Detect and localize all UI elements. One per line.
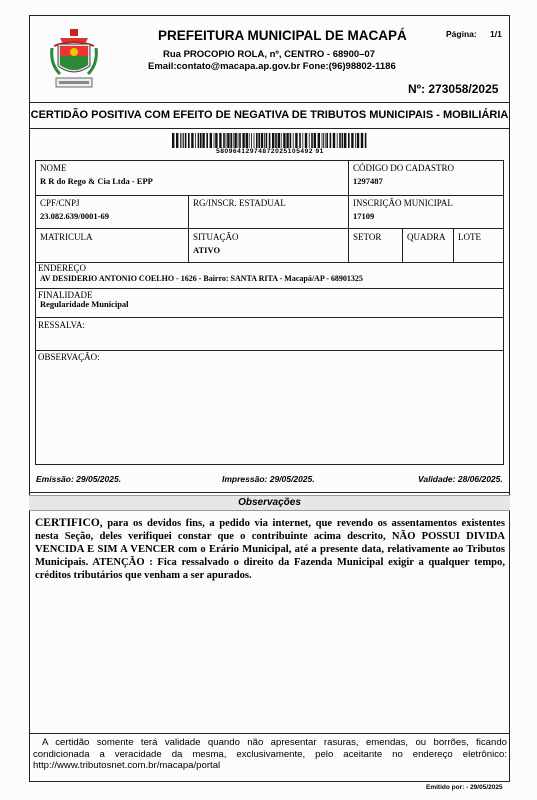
finalidade-value: Regularidade Municipal bbox=[40, 299, 129, 309]
barcode-bar bbox=[180, 133, 181, 148]
page-value: 1/1 bbox=[490, 29, 502, 39]
barcode-bar bbox=[281, 133, 282, 148]
status-statement: NÃO POSSUI DIVIDA VENCIDA E SIM A VENCER bbox=[35, 531, 505, 555]
inscricao-value: 17109 bbox=[353, 211, 375, 221]
observacao-label: OBSERVAÇÃO: bbox=[38, 352, 100, 362]
lote-label: LOTE bbox=[458, 232, 481, 242]
barcode-bar bbox=[322, 133, 323, 148]
header-divider bbox=[29, 102, 510, 103]
barcode-bar bbox=[293, 133, 294, 148]
situacao-label: SITUAÇÃO bbox=[193, 232, 239, 242]
certificate-text-part: com o Erário Municipal, até a presente data, relativamente ao Tributos Municipais. bbox=[35, 544, 505, 568]
endereco-value: AV DESIDERIO ANTONIO COELHO - 1626 - Bairro: SANTA RITA - Macapá/AP - 68901325 bbox=[40, 274, 363, 283]
barcode-bar bbox=[325, 133, 326, 148]
column-divider bbox=[453, 228, 454, 262]
impressao-date: Impressão: 29/05/2025. bbox=[222, 474, 315, 484]
barcode-bar bbox=[318, 133, 320, 148]
column-divider bbox=[402, 228, 403, 262]
finalidade-label: FINALIDADE bbox=[38, 290, 93, 300]
rg-label: RG/INSCR. ESTADUAL bbox=[193, 198, 286, 208]
barcode-bar bbox=[269, 133, 271, 148]
barcode-bar bbox=[246, 133, 248, 148]
barcode-bar bbox=[206, 133, 208, 148]
matricula-label: MATRICULA bbox=[40, 232, 93, 242]
codigo-label: CÓDIGO DO CADASTRO bbox=[353, 163, 455, 173]
dates-divider bbox=[29, 492, 510, 493]
barcode-bar bbox=[182, 133, 183, 148]
document-title: CERTIDÃO POSITIVA COM EFEITO DE NEGATIVA DE TRIBUTOS MUNICIPAIS - MOBILIÁRIA bbox=[30, 109, 509, 121]
barcode-bar bbox=[342, 133, 344, 148]
cpf-value: 23.082.639/0001-69 bbox=[40, 211, 109, 221]
barcode-bar bbox=[305, 133, 307, 148]
barcode-bar bbox=[219, 133, 221, 148]
barcode-bar bbox=[251, 133, 252, 148]
barcode-bar bbox=[290, 133, 292, 148]
codigo-value: 1297487 bbox=[353, 176, 383, 186]
barcode-bar bbox=[230, 133, 232, 148]
validity-notice: A certidão somente terá validade quando não apresentar rasuras, emendas, ou borrões, ficando condicionada a veracidade da mesma, exclusivamente, pelo aceitante no endereço eletrônico: http://www.tributosnet.com.br/macapa/portal bbox=[33, 737, 507, 771]
barcode-bar bbox=[302, 133, 303, 148]
column-divider bbox=[188, 195, 189, 262]
barcode-bar bbox=[295, 133, 297, 148]
barcode-bar bbox=[234, 133, 236, 148]
barcode-bar bbox=[278, 133, 280, 148]
setor-label: SETOR bbox=[353, 232, 382, 242]
barcode-bar bbox=[249, 133, 250, 148]
barcode-bar bbox=[198, 133, 200, 148]
barcode-bar bbox=[355, 133, 356, 148]
barcode-bar bbox=[272, 133, 274, 148]
barcode-bar bbox=[275, 133, 277, 148]
certificate-text-part: para os devidos fins, a pedido via internet, que revendo os assentamentos existentes nesta Seção, deles verifiquei constar que o contribuinte acima descrito, bbox=[35, 518, 505, 542]
barcode-bar bbox=[239, 133, 241, 148]
barcode-bar bbox=[214, 133, 215, 148]
page-label: Página: bbox=[446, 29, 477, 39]
macapa-coat-of-arms-icon bbox=[50, 28, 98, 94]
row-divider bbox=[35, 228, 504, 229]
footer-divider bbox=[29, 733, 510, 734]
certificate-text-part: Fica ressalvado o direito da Fazenda Municipal exigir a qualquer tempo, créditos tributários que venham a ser apurados. bbox=[35, 557, 506, 581]
barcode-bar bbox=[311, 133, 313, 148]
barcode-bar bbox=[223, 133, 225, 148]
barcode-bar bbox=[238, 133, 239, 148]
barcode-bar bbox=[286, 133, 288, 148]
barcode-bar bbox=[242, 133, 244, 148]
barcode-bar bbox=[283, 133, 285, 148]
title-divider bbox=[29, 128, 510, 129]
barcode-bar bbox=[233, 133, 234, 148]
barcode-bar bbox=[227, 133, 229, 148]
barcode-bar bbox=[266, 133, 268, 148]
barcode-bar bbox=[323, 133, 324, 148]
barcode-bar bbox=[195, 133, 196, 148]
column-divider bbox=[348, 160, 349, 262]
barcode-bar bbox=[210, 133, 212, 148]
barcode-bar bbox=[185, 133, 187, 148]
emitido-por: Emitido por: - 29/05/2025 bbox=[426, 784, 503, 791]
barcode-bar bbox=[191, 133, 193, 148]
coat-of-arms bbox=[50, 28, 98, 94]
barcode-bar bbox=[254, 133, 255, 148]
endereco-label: ENDEREÇO bbox=[38, 263, 86, 273]
certifico-word: CERTIFICO, bbox=[35, 517, 103, 529]
row-divider bbox=[35, 350, 504, 351]
nome-value: R R do Rego & Cia Ltda - EPP bbox=[40, 176, 153, 186]
barcode-bar bbox=[258, 133, 260, 148]
barcode bbox=[172, 133, 368, 148]
certificate-text bbox=[35, 517, 505, 582]
barcode-bar bbox=[172, 133, 174, 148]
barcode-bar bbox=[314, 133, 316, 148]
header-address: Rua PROCOPIO ROLA, nº, CENTRO - 68900–07 bbox=[163, 49, 375, 60]
barcode-bar bbox=[183, 133, 184, 148]
row-divider bbox=[35, 262, 504, 263]
barcode-bar bbox=[348, 133, 350, 148]
barcode-bar bbox=[200, 133, 202, 148]
barcode-bar bbox=[337, 133, 338, 148]
barcode-bar bbox=[215, 133, 217, 148]
barcode-bar bbox=[176, 133, 178, 148]
header-contact: Email:contato@macapa.ap.gov.br Fone:(96)98802-1186 bbox=[148, 61, 396, 72]
emissao-date: Emissão: 29/05/2025. bbox=[36, 474, 122, 484]
barcode-number: 58096412974872025105492 91 bbox=[216, 148, 324, 155]
row-divider bbox=[35, 288, 504, 289]
barcode-bar bbox=[202, 133, 204, 148]
barcode-bar bbox=[261, 133, 263, 148]
barcode-bar bbox=[351, 133, 353, 148]
validade-date: Validade: 28/06/2025. bbox=[418, 474, 503, 484]
barcode-bar bbox=[365, 133, 367, 148]
barcode-bar bbox=[361, 133, 363, 148]
barcode-bar bbox=[333, 133, 335, 148]
barcode-bar bbox=[326, 133, 328, 148]
barcode-bar bbox=[299, 133, 301, 148]
barcode-bar bbox=[339, 133, 341, 148]
barcode-bar bbox=[226, 133, 227, 148]
inscricao-label: INSCRIÇÃO MUNICIPAL bbox=[353, 198, 453, 208]
barcode-bar bbox=[344, 133, 346, 148]
row-divider bbox=[35, 195, 504, 196]
ressalva-label: RESSALVA: bbox=[38, 320, 86, 330]
quadra-label: QUADRA bbox=[407, 232, 446, 242]
nome-label: NOME bbox=[40, 163, 67, 173]
observacoes-heading: Observações bbox=[238, 497, 301, 508]
barcode-bar bbox=[264, 133, 265, 148]
header-title: PREFEITURA MUNICIPAL DE MACAPÁ bbox=[158, 28, 407, 43]
situacao-value: ATIVO bbox=[193, 245, 221, 255]
certificate-number: Nº: 273058/2025 bbox=[408, 82, 499, 96]
barcode-bar bbox=[256, 133, 258, 148]
barcode-bar bbox=[357, 133, 359, 148]
attention-label: ATENÇÃO : bbox=[92, 557, 153, 568]
row-divider bbox=[35, 317, 504, 318]
barcode-bar bbox=[188, 133, 190, 148]
cpf-label: CPF/CNPJ bbox=[40, 198, 80, 208]
barcode-bar bbox=[330, 133, 332, 148]
barcode-bar bbox=[309, 133, 310, 148]
